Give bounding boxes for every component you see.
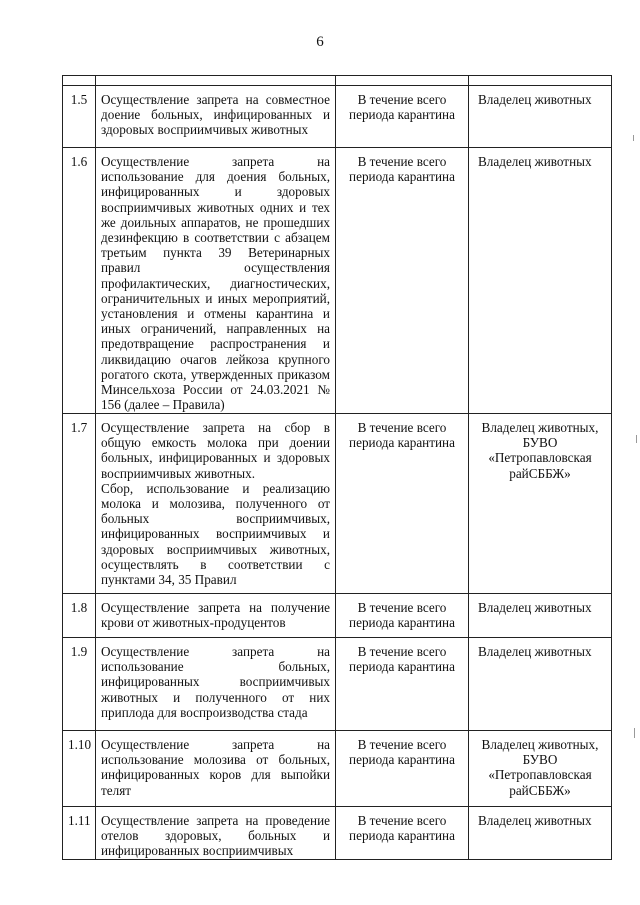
row-number: 1.8 bbox=[63, 594, 96, 638]
row-term: В течение всего периода карантина bbox=[336, 807, 469, 860]
row-term: В течение всего периода карантина bbox=[336, 148, 469, 414]
row-number: 1.7 bbox=[63, 414, 96, 594]
table-row bbox=[63, 731, 612, 807]
scan-margin-mark bbox=[633, 135, 634, 141]
header-cell bbox=[469, 76, 612, 86]
row-description bbox=[96, 148, 336, 414]
measures-table bbox=[62, 75, 612, 860]
row-term: В течение всего периода карантина bbox=[336, 414, 469, 594]
row-description bbox=[96, 731, 336, 807]
row-description bbox=[96, 807, 336, 860]
header-cell bbox=[336, 76, 469, 86]
header-cell bbox=[63, 76, 96, 86]
row-term: В течение всего периода карантина bbox=[336, 594, 469, 638]
row-description bbox=[96, 638, 336, 731]
row-responsible: Владелец животных, БУВО «Петропавловская райСББЖ» bbox=[469, 731, 612, 807]
row-number: 1.5 bbox=[63, 86, 96, 148]
page-number: 6 bbox=[316, 34, 324, 50]
row-number: 1.11 bbox=[63, 807, 96, 860]
header-cell bbox=[96, 76, 336, 86]
row-responsible: Владелец животных bbox=[469, 86, 612, 148]
table-row bbox=[63, 807, 612, 860]
scan-margin-mark bbox=[634, 728, 635, 738]
row-responsible: Владелец животных bbox=[469, 638, 612, 731]
table-row bbox=[63, 594, 612, 638]
row-description bbox=[96, 414, 336, 594]
row-responsible: Владелец животных, БУВО «Петропавловская райСББЖ» bbox=[469, 414, 612, 594]
description-paragraph: Осуществление запрета на сбор в общую емкость молока при доении больных, инфицированных и здоровых восприимчивых животных. bbox=[101, 420, 330, 481]
description-paragraph: Сбор, использование и реализацию молока и молозива, полученного от больных восприимчивых, инфицированных восприимчивых и здоровых восприимчивых животных, осуществлять в соответствии с пунктами 34, 35 Правил bbox=[101, 480, 330, 588]
description-paragraph: Осуществление запрета на совместное доение больных, инфицированных и здоровых восприимчивых животных bbox=[101, 92, 330, 138]
description-paragraph: Осуществление запрета на использование молозива от больных, инфицированных коров для выпойки телят bbox=[101, 737, 330, 798]
row-term: В течение всего периода карантина bbox=[336, 86, 469, 148]
row-responsible: Владелец животных bbox=[469, 594, 612, 638]
scan-margin-mark bbox=[636, 435, 637, 443]
row-responsible: Владелец животных bbox=[469, 148, 612, 414]
description-paragraph: Осуществление запрета на использование больных, инфицированных восприимчивых животных и полученного от них приплода для воспроизводства стада bbox=[101, 644, 330, 720]
row-number: 1.6 bbox=[63, 148, 96, 414]
row-responsible: Владелец животных bbox=[469, 807, 612, 860]
row-number: 1.10 bbox=[63, 731, 96, 807]
table-row bbox=[63, 414, 612, 594]
description-paragraph: Осуществление запрета на получение крови от животных-продуцентов bbox=[101, 600, 330, 631]
row-term: В течение всего периода карантина bbox=[336, 638, 469, 731]
table-header-row bbox=[63, 76, 612, 86]
description-paragraph: Осуществление запрета на проведение отелов здоровых, больных и инфицированных восприимчивых bbox=[101, 813, 330, 859]
table-row bbox=[63, 148, 612, 414]
row-description bbox=[96, 86, 336, 148]
table-row bbox=[63, 86, 612, 148]
row-description bbox=[96, 594, 336, 638]
table-row bbox=[63, 638, 612, 731]
row-number: 1.9 bbox=[63, 638, 96, 731]
description-paragraph: Осуществление запрета на использование для доения больных, инфицированных и здоровых восприимчивых животных одних и тех же доильных аппаратов, не прошедших дезинфекцию в соответствии с абзацем третьим пункта 39 Ветеринарных правил осуществления профилактических, диагностических, ограничительных и иных мероприятий, установления и отмены карантина и иных ограничений, направленных на предотвращение распространения и ликвидацию очагов лейкоза крупного рогатого скота, утвержденных приказом Минсельхоза России от 24.03.2021 № 156 (далее – Правила) bbox=[101, 154, 330, 413]
row-term: В течение всего периода карантина bbox=[336, 731, 469, 807]
